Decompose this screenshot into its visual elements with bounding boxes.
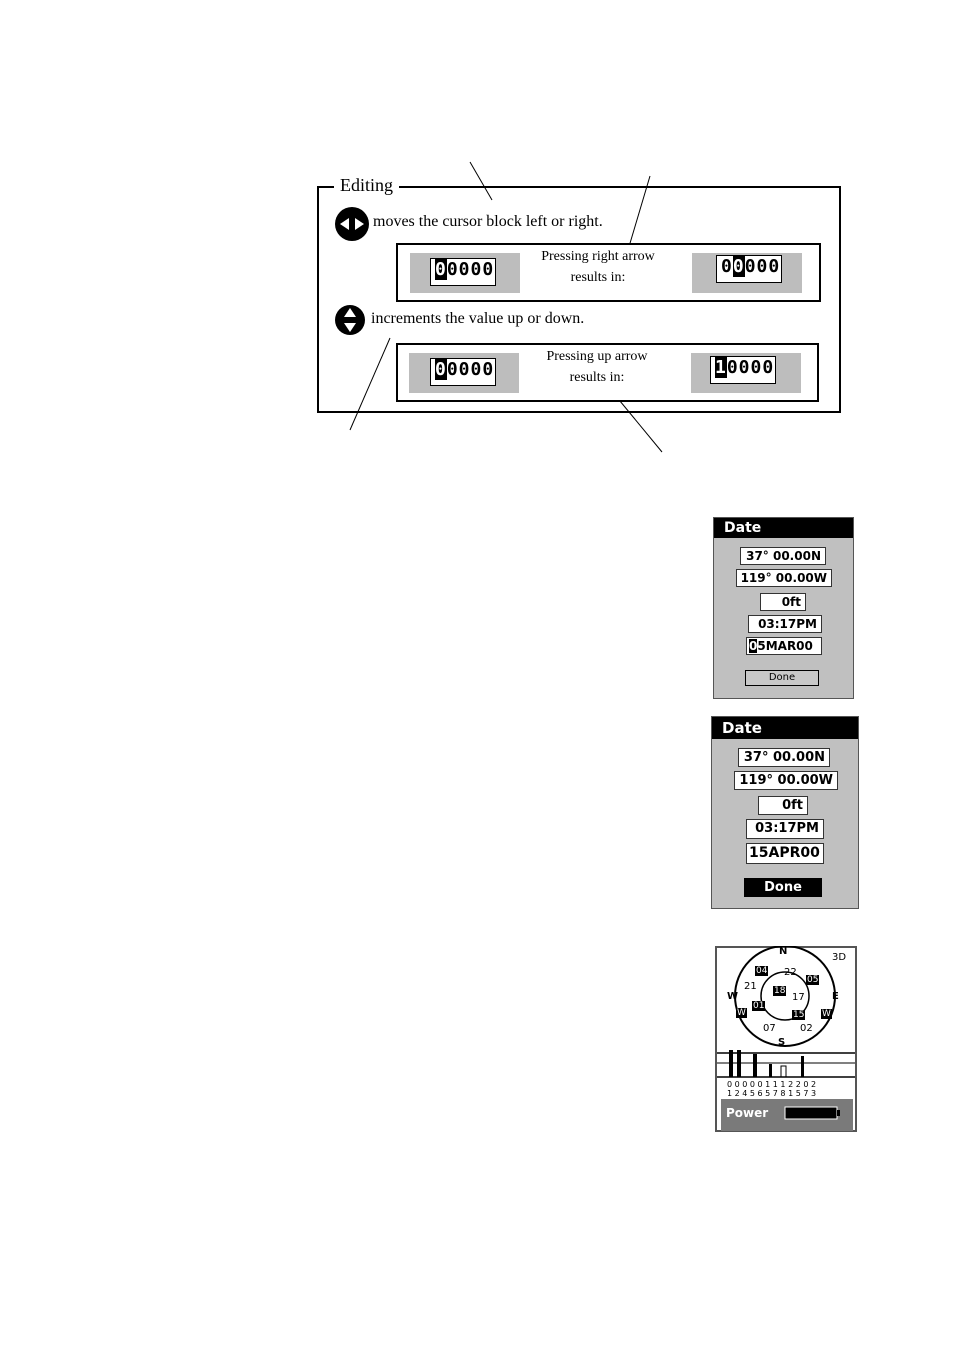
satellite-marker: W xyxy=(822,1009,831,1019)
up-after-value-field: 10000 xyxy=(710,356,776,384)
longitude-field[interactable]: 119° 00.00W xyxy=(734,771,838,790)
up-down-arrow-icon xyxy=(334,304,366,336)
power-label: Power xyxy=(726,1106,769,1120)
compass-north: N xyxy=(779,946,788,957)
date-field[interactable]: 15APR00 xyxy=(746,843,824,864)
latitude-field[interactable]: 37° 00.00N xyxy=(738,748,830,767)
up-down-description: increments the value up or down. xyxy=(371,310,585,327)
up-arrow-caption: Pressing up arrow results in: xyxy=(546,349,648,385)
satellite-marker: 04 xyxy=(756,966,768,976)
time-field[interactable]: 03:17PM xyxy=(746,819,824,839)
satellite-marker: 17 xyxy=(792,992,805,1003)
left-right-arrow-icon xyxy=(334,206,370,242)
done-button[interactable]: Done xyxy=(745,670,819,686)
satellite-marker: W xyxy=(737,1008,746,1018)
compass-west: W xyxy=(727,991,739,1002)
satellite-marker: 21 xyxy=(744,981,757,992)
altitude-field[interactable]: 0ft xyxy=(760,593,806,611)
satellite-marker: 01 xyxy=(753,1001,765,1011)
left-right-description: moves the cursor block left or right. xyxy=(373,213,603,230)
battery-icon xyxy=(786,1108,798,1120)
compass-east: E xyxy=(832,991,839,1002)
satellite-marker: 05 xyxy=(807,975,819,985)
editing-title: Editing xyxy=(334,175,399,196)
right-arrow-caption: Pressing right arrow results in: xyxy=(541,249,655,285)
satellite-marker: 22 xyxy=(784,967,797,978)
satellite-marker: 07 xyxy=(763,1023,776,1034)
latitude-field[interactable]: 37° 00.00N xyxy=(740,547,826,565)
satellite-marker: 15 xyxy=(793,1010,805,1020)
date-screen-1-title: Date xyxy=(714,518,853,538)
satellite-marker: 02 xyxy=(800,1023,813,1034)
sv-number-row: 0 0 0 0 0 1 1 1 2 2 0 2 1 2 4 5 6 5 7 8 1 5 7 3 xyxy=(727,1080,817,1098)
longitude-field[interactable]: 119° 00.00W xyxy=(736,569,832,587)
altitude-field[interactable]: 0ft xyxy=(758,796,808,815)
compass-south: S xyxy=(778,1037,786,1048)
date-field[interactable]: 05MAR00 xyxy=(746,637,822,655)
satellite-marker: 18 xyxy=(774,986,786,996)
before-value-field: 00000 xyxy=(430,258,496,286)
fix-mode: 3D xyxy=(832,952,847,963)
after-value-field: 00000 xyxy=(716,255,782,283)
time-field[interactable]: 03:17PM xyxy=(748,615,822,633)
date-screen-2-title: Date xyxy=(712,717,858,739)
done-button[interactable]: Done xyxy=(744,878,822,897)
up-before-value-field: 00000 xyxy=(430,358,496,386)
